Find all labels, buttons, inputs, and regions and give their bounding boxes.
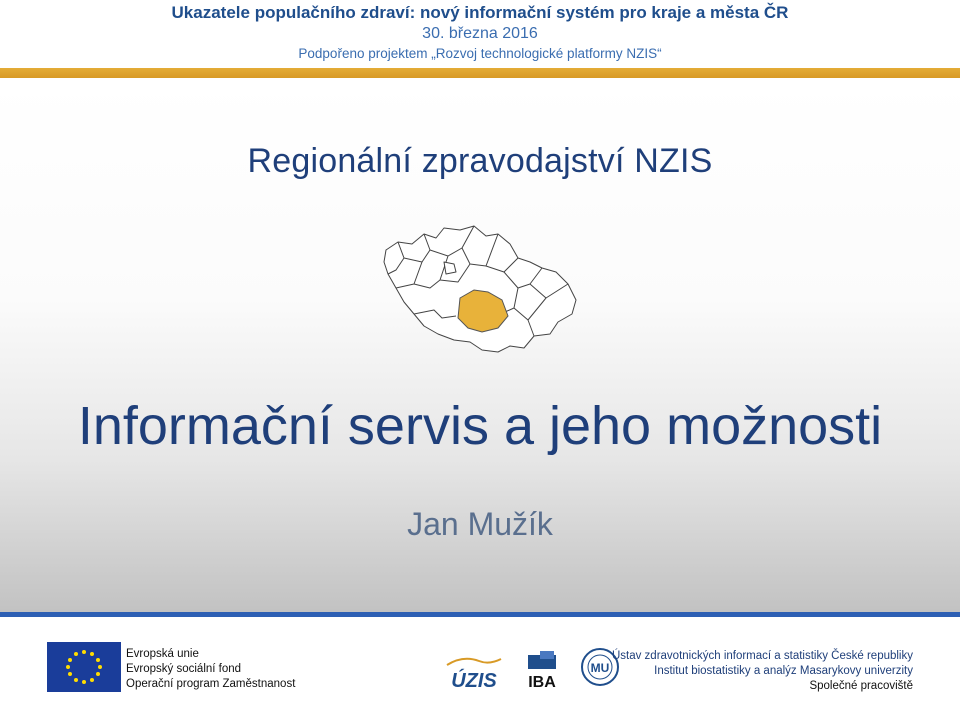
iba-logo-icon <box>522 649 568 691</box>
institution-uzis: Ústav zdravotnických informací a statistiky České republiky <box>611 650 913 662</box>
slide-subtitle: Regionální zpravodajství NZIS <box>247 142 713 180</box>
header-title: Ukazatele populačního zdraví: nový informační systém pro kraje a města ČR <box>171 3 789 22</box>
institution-iba: Institut biostatistiky a analýz Masarykovy univerzity <box>654 665 913 677</box>
czech-regions-map-icon <box>378 222 584 356</box>
header <box>0 0 960 68</box>
header-date: 30. března 2016 <box>422 25 538 42</box>
iba-logo-text: IBA <box>528 674 556 691</box>
footer <box>0 617 960 715</box>
slide-title: Informační servis a jeho možnosti <box>77 396 883 456</box>
header-project: Podpořeno projektem „Rozvoj technologické platformy NZIS“ <box>298 46 662 61</box>
eu-social-fund-label: Evropský sociální fond <box>126 663 242 675</box>
gold-divider <box>0 68 960 78</box>
author-name: Jan Mužík <box>407 506 553 542</box>
eu-flag-icon <box>47 642 121 692</box>
mu-logo-text: MU <box>590 661 610 675</box>
institution-joint: Společné pracoviště <box>809 680 913 692</box>
eu-funding-text <box>126 647 295 692</box>
eu-programme-label: Operační program Zaměstnanost <box>126 678 296 690</box>
institutions-text <box>612 649 913 694</box>
eu-union-label: Evropská unie <box>126 648 199 660</box>
uzis-logo-text: ÚZIS <box>451 670 497 692</box>
uzis-logo-icon <box>443 653 505 693</box>
